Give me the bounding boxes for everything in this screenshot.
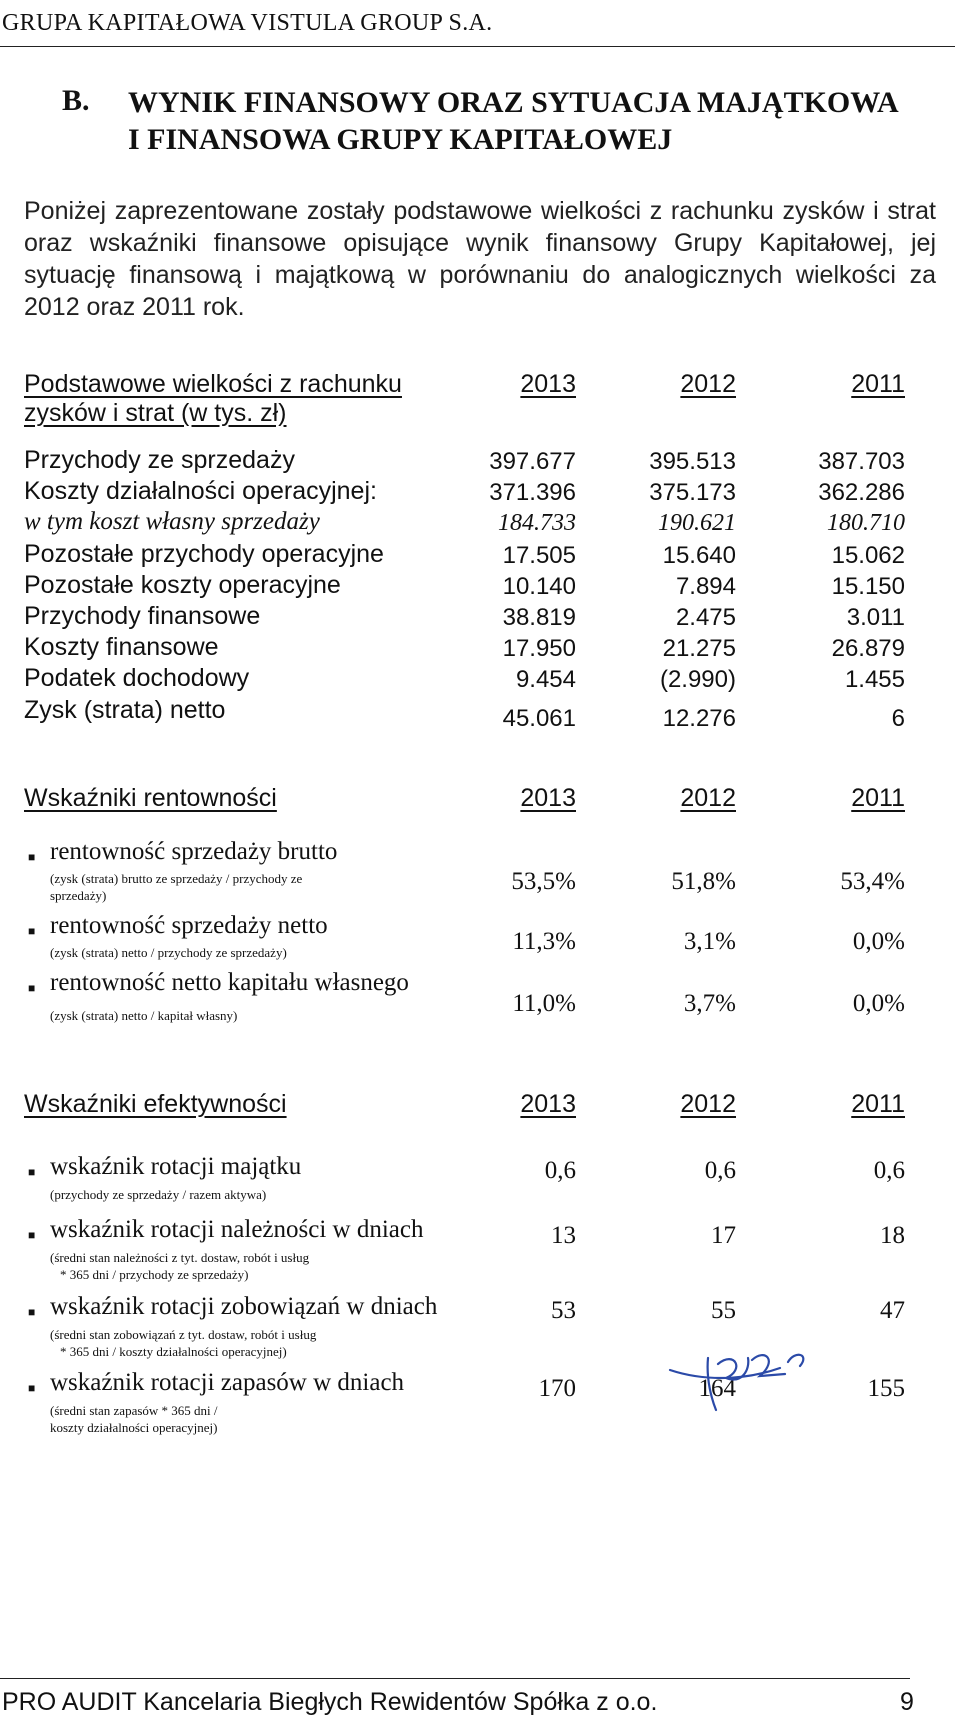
table-cell: 397.677 [489,448,576,475]
list-item-formula [50,870,470,904]
page-number: 9 [900,1688,914,1716]
formula-line: (średni stan należności z tyt. dostaw, robót i usług [50,1250,310,1265]
profitability-year-2013: 2013 [520,784,576,812]
formula-line: (zysk (strata) netto / przychody ze sprzedaży) [50,945,287,960]
bullet-icon: ■ [28,981,36,995]
table-cell: 0,6 [544,1157,576,1184]
efficiency-year-2011: 2011 [851,1090,905,1118]
income-heading-line2: zysków i strat (w tys. zł) [24,399,287,427]
page-header [0,2,960,47]
table-row-label: Zysk (strata) netto [24,696,226,724]
profitability-heading: Wskaźniki rentowności [24,784,277,812]
footer-rule [0,1678,910,1679]
table-cell: 45.061 [502,705,576,732]
table-cell: 371.396 [489,479,576,506]
formula-line: (średni stan zapasów * 365 dni / [50,1403,218,1418]
table-cell: 3.011 [846,604,905,631]
bullet-icon: ■ [28,1381,36,1395]
table-row-label: Przychody finansowe [24,602,261,630]
table-cell: 7.894 [675,573,736,600]
table-row-label: Koszty działalności operacyjnej: [24,477,377,505]
list-item-formula [50,1007,470,1024]
table-cell: 11,0% [512,990,576,1017]
table-row-label: Pozostałe koszty operacyjne [24,571,341,599]
signature-icon [660,1340,860,1450]
bullet-icon: ■ [28,850,36,864]
table-cell: 170 [538,1375,576,1402]
table-cell: 3,1% [683,928,736,955]
formula-line: (zysk (strata) brutto ze sprzedaży / przychody ze [50,871,303,886]
table-cell: 15.062 [831,542,905,569]
table-cell: 17 [711,1222,736,1249]
bullet-icon: ■ [28,1165,36,1179]
table-cell: 180.710 [827,510,905,536]
income-heading-line1: Podstawowe wielkości z rachunku [24,370,402,398]
table-cell: 0,6 [873,1157,905,1184]
signature-image [660,1340,860,1455]
formula-line: * 365 dni / przychody ze sprzedaży) [60,1267,249,1282]
list-item-label: wskaźnik rotacji zobowiązań w dniach [50,1293,438,1320]
formula-line: (średni stan zobowiązań z tyt. dostaw, robót i usług [50,1327,317,1342]
income-year-2012: 2012 [680,370,736,398]
table-cell: 10.140 [502,573,576,600]
table-cell: 9.454 [515,666,576,693]
list-item-label: wskaźnik rotacji należności w dniach [50,1216,424,1243]
table-cell: 395.513 [649,448,736,475]
table-cell: 11,3% [512,928,576,955]
formula-line: (zysk (strata) netto / kapitał własny) [50,1008,238,1023]
list-item-formula [50,1186,470,1203]
table-cell: 38.819 [502,604,576,631]
list-item-formula [50,944,470,961]
section-title-line1: WYNIK FINANSOWY ORAZ SYTUACJA MAJĄTKOWA [128,86,899,119]
formula-line: (przychody ze sprzedaży / razem aktywa) [50,1187,267,1202]
formula-line: koszty działalności operacyjnej) [50,1420,218,1435]
table-cell: 387.703 [818,448,905,475]
table-cell: 47 [880,1297,905,1324]
list-item-formula [50,1326,470,1360]
bullet-icon: ■ [28,924,36,938]
table-cell: 12.276 [662,705,736,732]
table-cell: 1.455 [844,666,905,693]
table-cell: 53,5% [511,868,576,895]
table-cell: 51,8% [671,868,736,895]
profitability-year-2011: 2011 [851,784,905,812]
formula-line: sprzedaży) [50,888,107,903]
list-item-label: wskaźnik rotacji zapasów w dniach [50,1369,405,1396]
company-name: GRUPA KAPITAŁOWA VISTULA GROUP S.A. [2,10,493,36]
table-cell: 362.286 [818,479,905,506]
table-cell: 375.173 [649,479,736,506]
table-cell: 3,7% [683,990,736,1017]
table-cell: 0,6 [704,1157,736,1184]
table-cell: 13 [551,1222,576,1249]
section-letter: B. [62,84,90,117]
list-item-formula [50,1249,470,1283]
table-cell: 53 [551,1297,576,1324]
table-row-label: Przychody ze sprzedaży [24,446,295,474]
income-year-2011: 2011 [851,370,905,398]
table-row-label: Koszty finansowe [24,633,219,661]
table-cell: 17.950 [502,635,576,662]
efficiency-year-2012: 2012 [680,1090,736,1118]
table-row-label: Pozostałe przychody operacyjne [24,540,384,568]
table-row-label: w tym koszt własny sprzedaży [24,508,320,535]
list-item-label: rentowność sprzedaży netto [50,912,328,939]
table-cell: 26.879 [831,635,905,662]
table-cell: (2.990) [659,666,736,693]
list-item-label: rentowność netto kapitału własnego [50,969,409,996]
income-heading [24,370,402,428]
efficiency-heading: Wskaźniki efektywności [24,1090,287,1118]
header-rule [0,46,955,47]
list-item-label: rentowność sprzedaży brutto [50,838,338,865]
table-cell: 15.150 [831,573,905,600]
profitability-year-2012: 2012 [680,784,736,812]
bullet-icon: ■ [28,1228,36,1242]
efficiency-year-2013: 2013 [520,1090,576,1118]
section-title-line2: I FINANSOWA GRUPY KAPITAŁOWEJ [128,123,673,156]
table-cell: 15.640 [662,542,736,569]
list-item-formula [50,1402,470,1436]
table-cell: 0,0% [852,990,905,1017]
footer-firm: PRO AUDIT Kancelaria Biegłych Rewidentów Spółka z o.o. [2,1688,658,1716]
intro-paragraph: Poniżej zaprezentowane zostały podstawowe wielkości z rachunku zysków i strat oraz wskaźniki finansowe opisujące wynik finansowy Grupy Kapitałowej, jej sytuację finansową i majątkową w porównaniu do analogicznych wielkości za 2012 oraz 2011 rok. [24,197,936,321]
table-cell: 18 [880,1222,905,1249]
list-item-label: wskaźnik rotacji majątku [50,1153,302,1180]
income-year-2013: 2013 [520,370,576,398]
table-cell: 17.505 [502,542,576,569]
formula-line: * 365 dni / koszty działalności operacyjnej) [60,1344,287,1359]
table-cell: 155 [867,1375,905,1402]
table-cell: 6 [891,705,905,732]
table-row-label: Podatek dochodowy [24,664,250,692]
bullet-icon: ■ [28,1305,36,1319]
table-cell: 21.275 [662,635,736,662]
table-cell: 0,0% [852,928,905,955]
table-cell: 55 [711,1297,736,1324]
section-title [128,84,899,158]
table-cell: 164 [698,1375,736,1402]
table-cell: 190.621 [658,510,736,536]
table-cell: 184.733 [498,510,576,536]
table-cell: 2.475 [675,604,736,631]
table-cell: 53,4% [840,868,905,895]
